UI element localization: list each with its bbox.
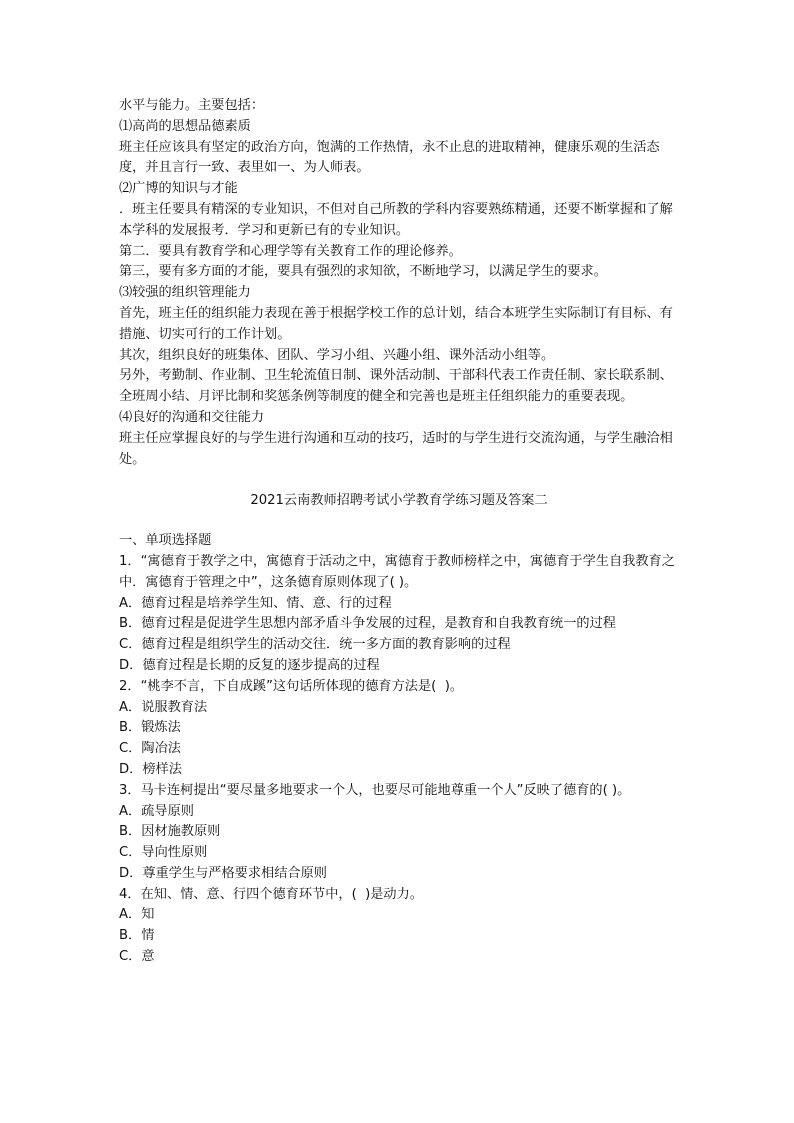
question-3-option-b: B．因材施教原则 — [119, 824, 221, 840]
question-1-option-b: B．德育过程是促进学生思想内部矛盾斗争发展的过程，是教育和自我教育统一的过程 — [119, 616, 616, 632]
paragraph: 班主任应该具有坚定的政治方向，饱满的工作热情，永不止息的进取精神，健康乐观的生活态度，并且言行一致、表里如一、为人师表。 — [119, 139, 660, 176]
question-2-option-a: A．说服教育法 — [119, 699, 208, 715]
subheading-2: ⑵广博的知识与才能 — [119, 181, 238, 197]
paragraph: ．班主任要具有精深的专业知识，不但对自己所教的学科内容要熟练精通，还要不断掌握和了解本学科的发展报考．学习和更新已有的专业知识。 — [119, 201, 673, 238]
question-3-option-c: C．导向性原则 — [119, 845, 208, 861]
question-1-option-c: C．德育过程是组织学生的活动交往．统一多方面的教育影响的过程 — [119, 637, 511, 653]
question-1-option-d: D．德育过程是长期的反复的逐步提高的过程 — [119, 657, 380, 673]
paragraph: 另外，考勤制、作业制、卫生轮流值日制、课外活动制、干部科代表工作责任制、家长联系制、全班周小结、月评比制和奖惩条例等制度的健全和完善也是班主任组织能力的重要表现。 — [119, 368, 673, 405]
subheading-1: ⑴高尚的思想品德素质 — [119, 118, 251, 134]
section-heading: 2021云南教师招聘考试小学教育学练习题及答案二 — [250, 493, 548, 509]
question-4-option-b: B．情 — [119, 928, 155, 944]
question-2-option-d: D．榜样法 — [119, 761, 182, 777]
paragraph: 第二．要具有教育学和心理学等有关教育工作的理论修养。 — [119, 243, 462, 259]
question-4-option-a: A．知 — [119, 907, 155, 923]
question-1-stem: 1．“寓德育于教学之中，寓德育于活动之中，寓德育于教师榜样之中，寓德育于学生自我教育之中．寓德育于管理之中”，这条德育原则体现了( )。 — [119, 553, 675, 590]
subheading-4: ⑷良好的沟通和交往能力 — [119, 409, 265, 425]
subheading-3: ⑶较强的组织管理能力 — [119, 285, 251, 301]
question-1-option-a: A．德育过程是培养学生知、情、意、行的过程 — [119, 595, 392, 611]
document-page — [119, 96, 679, 968]
paragraph: 首先，班主任的组织能力表现在善于根据学校工作的总计划，结合本班学生实际制订有目标、有措施、切实可行的工作计划。 — [119, 305, 673, 342]
question-2-option-c: C．陶冶法 — [119, 741, 181, 757]
intro-line: 水平与能力。主要包括： — [119, 98, 265, 113]
question-3-stem: 3．马卡连柯提出“要尽量多地要求一个人，也要尽可能地尊重一个人”反映了德育的( )。 — [119, 782, 631, 798]
question-3-option-d: D．尊重学生与严格要求相结合原则 — [119, 865, 327, 881]
question-4-option-c: C．意 — [119, 949, 155, 965]
paragraph: 其次，组织良好的班集体、团队、学习小组、兴趣小组、课外活动小组等。 — [119, 347, 555, 363]
paragraph: 班主任应掌握良好的与学生进行沟通和互动的技巧，适时的与学生进行交流沟通，与学生融洽相处。 — [119, 430, 673, 467]
paragraph: 第三，要有多方面的才能，要具有强烈的求知欲，不断地学习，以满足学生的要求。 — [119, 264, 607, 280]
question-2-option-b: B．锻炼法 — [119, 720, 181, 736]
question-2-stem: 2．“桃李不言，下自成蹊”这句话所体现的德育方法是( )。 — [119, 678, 464, 694]
question-3-option-a: A．疏导原则 — [119, 803, 194, 819]
question-section-title: 一、单项选择题 — [119, 533, 212, 549]
question-4-stem: 4．在知、情、意、行四个德育环节中，( )是动力。 — [119, 886, 423, 902]
